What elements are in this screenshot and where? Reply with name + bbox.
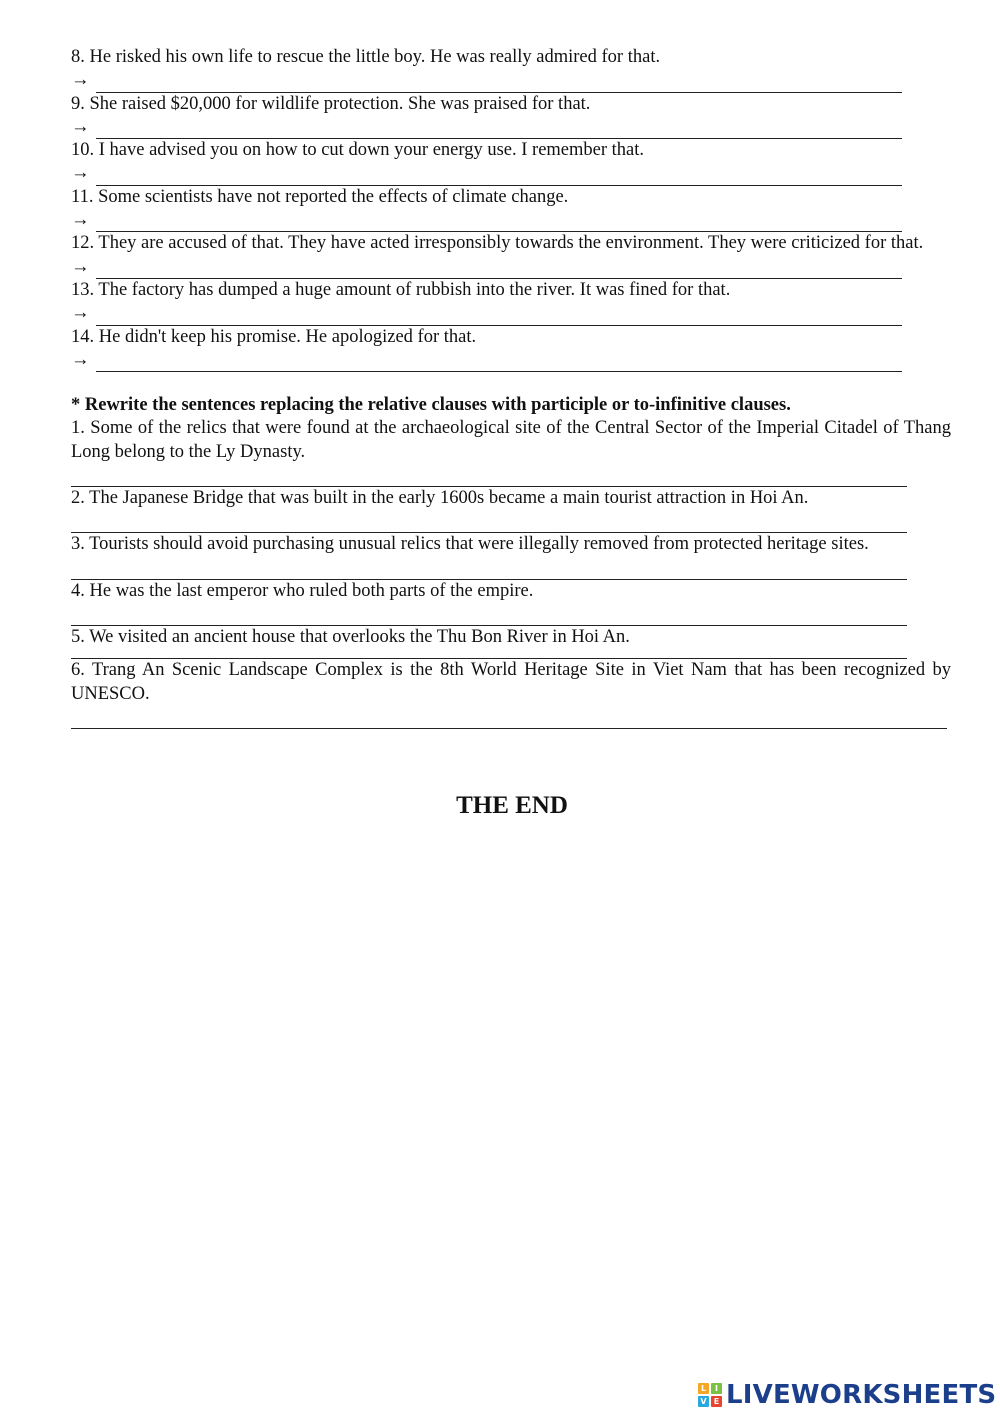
answer-line[interactable]: [71, 649, 907, 659]
end-title: THE END: [456, 792, 568, 819]
question-item: 8. He risked his own life to rescue the little boy. He was really admired for that.: [71, 47, 661, 67]
section-heading: * Rewrite the sentences replacing the relative clauses with participle or to-infinitive clauses.: [71, 395, 791, 416]
answer-line[interactable]: [96, 76, 902, 93]
arrow-icon: →: [71, 349, 90, 370]
answer-line[interactable]: [71, 557, 907, 580]
answer-row: [71, 69, 951, 92]
answer-row: [71, 162, 951, 185]
answer-line[interactable]: [71, 706, 947, 729]
arrow-icon: →: [71, 116, 90, 137]
logo-letter: L: [698, 1383, 709, 1394]
answer-row: [71, 302, 951, 325]
arrow-icon: →: [71, 256, 90, 277]
logo-mark-icon: [698, 1383, 722, 1407]
answer-line[interactable]: [96, 215, 902, 232]
rewrite-section-b: [71, 394, 951, 729]
question-item: 14. He didn't keep his promise. He apologized for that.: [71, 326, 477, 347]
worksheet-content: [71, 46, 951, 729]
answer-line[interactable]: [71, 510, 907, 533]
answer-row: [71, 349, 951, 372]
answer-line[interactable]: [96, 262, 902, 279]
question-item: 2. The Japanese Bridge that was built in the early 1600s became a main tourist attraction in Hoi An.: [71, 488, 809, 509]
question-item: 9. She raised $20,000 for wildlife protection. She was praised for that.: [71, 93, 591, 114]
answer-row: [71, 116, 951, 139]
answer-row: [71, 209, 951, 232]
arrow-icon: →: [71, 303, 90, 324]
question-item: 13. The factory has dumped a huge amount of rubbish into the river. It was fined for that.: [71, 279, 731, 300]
question-item: 4. He was the last emperor who ruled both parts of the empire.: [71, 580, 534, 601]
answer-row: [71, 256, 951, 279]
answer-line[interactable]: [96, 169, 902, 186]
answer-line[interactable]: [96, 122, 902, 139]
answer-line[interactable]: [96, 355, 902, 372]
question-item: 12. They are accused of that. They have acted irresponsibly towards the environment. They were criticized for that.: [71, 233, 924, 254]
arrow-icon: →: [71, 210, 90, 231]
liveworksheets-logo: [698, 1380, 996, 1410]
question-item: 3. Tourists should avoid purchasing unusual relics that were illegally removed from protected heritage sites.: [71, 534, 869, 555]
logo-text: LIVEWORKSHEETS: [726, 1380, 997, 1410]
logo-letter: V: [698, 1396, 709, 1407]
question-item: 1. Some of the relics that were found at the archaeological site of the Central Sector of the Imperial Citadel of Thang Long belong to the Ly Dynasty.: [71, 418, 951, 462]
logo-letter: I: [711, 1383, 722, 1394]
question-item: 6. Trang An Scenic Landscape Complex is the 8th World Heritage Site in Viet Nam that has been recognized by UNESCO.: [71, 660, 951, 704]
arrow-icon: →: [71, 70, 90, 91]
question-item: 5. We visited an ancient house that overlooks the Thu Bon River in Hoi An.: [71, 626, 630, 647]
answer-line[interactable]: [71, 603, 907, 626]
question-item: 11. Some scientists have not reported the effects of climate change.: [71, 186, 569, 207]
answer-line[interactable]: [71, 464, 907, 487]
arrow-icon: →: [71, 163, 90, 184]
logo-letter: E: [711, 1396, 722, 1407]
answer-line[interactable]: [96, 309, 902, 326]
rewrite-section-a: [71, 46, 951, 372]
question-item: 10. I have advised you on how to cut down your energy use. I remember that.: [71, 140, 645, 161]
